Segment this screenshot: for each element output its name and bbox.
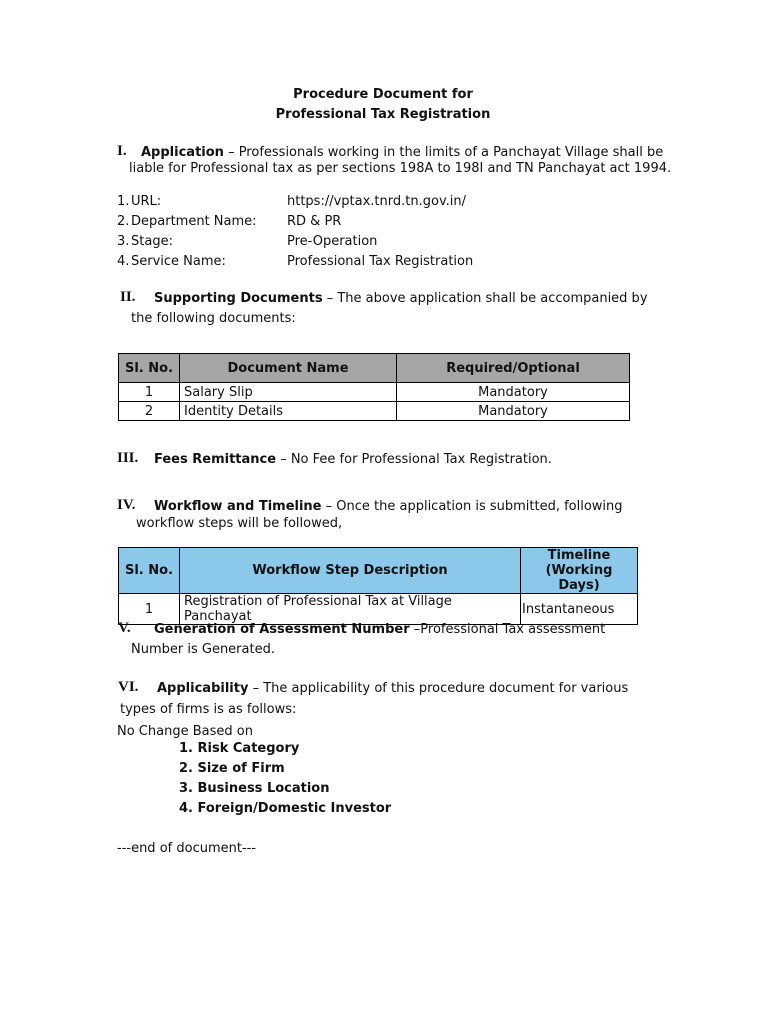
- section-heading: Generation of Assessment Number: [154, 622, 410, 637]
- section-heading: Supporting Documents: [154, 291, 323, 306]
- documents-table: [118, 353, 630, 421]
- section-numeral: V.: [118, 620, 131, 636]
- section-text: – The above application shall be accompanied by: [326, 291, 648, 306]
- section-text: types of firms is as follows:: [120, 702, 297, 717]
- table-row: 1 Registration of Professional Tax at Village Panchayat Instantaneous: [119, 594, 638, 625]
- url-value: https://vptax.tnrd.tn.gov.in/: [287, 194, 466, 209]
- section-numeral: I.: [117, 143, 127, 159]
- table-header-row: [119, 354, 630, 383]
- column-header: Required/Optional: [397, 354, 630, 383]
- section-numeral: VI.: [118, 679, 139, 695]
- column-header: Workflow Step Description: [180, 548, 521, 594]
- section-numeral: II.: [120, 289, 136, 305]
- column-header: Timeline (Working Days): [521, 548, 638, 594]
- table-row: 1 Salary Slip Mandatory: [119, 383, 630, 402]
- column-header: Sl. No.: [119, 548, 180, 594]
- section-text: liable for Professional tax as per sections 198A to 198I and TN Panchayat act 1994.: [129, 161, 672, 176]
- doc-title-line2: Professional Tax Registration: [275, 107, 491, 122]
- section-text: Number is Generated.: [131, 642, 275, 657]
- section-text: – Once the application is submitted, following: [325, 499, 623, 514]
- list-item: 1. Risk Category: [179, 741, 300, 756]
- list-item: 2. Size of Firm: [179, 761, 285, 776]
- section-heading: Workflow and Timeline: [154, 499, 322, 514]
- list-item: 4. Foreign/Domestic Investor: [179, 801, 392, 816]
- list-item: 3. Business Location: [179, 781, 330, 796]
- section-text: – No Fee for Professional Tax Registration.: [280, 452, 552, 467]
- table-row: 2 Identity Details Mandatory: [119, 402, 630, 421]
- no-change-text: No Change Based on: [117, 724, 253, 739]
- section-text: – The applicability of this procedure document for various: [252, 681, 629, 696]
- section-text: workflow steps will be followed,: [136, 516, 343, 531]
- end-of-document: ---end of document---: [117, 841, 257, 856]
- section-text: –Professional Tax assessment: [413, 622, 606, 637]
- column-header: Document Name: [180, 354, 397, 383]
- table-header-row: [119, 548, 638, 594]
- section-text: the following documents:: [131, 311, 296, 326]
- section-numeral: III.: [117, 450, 139, 466]
- section-numeral: IV.: [117, 497, 136, 513]
- workflow-table: [118, 547, 638, 625]
- section-heading: Applicability: [157, 681, 249, 696]
- column-header: Sl. No.: [119, 354, 180, 383]
- doc-title-line1: Procedure Document for: [293, 87, 473, 102]
- section-text: – Professionals working in the limits of a Panchayat Village shall be: [228, 145, 664, 160]
- section-heading: Fees Remittance: [154, 452, 277, 467]
- section-heading: Application: [141, 145, 224, 160]
